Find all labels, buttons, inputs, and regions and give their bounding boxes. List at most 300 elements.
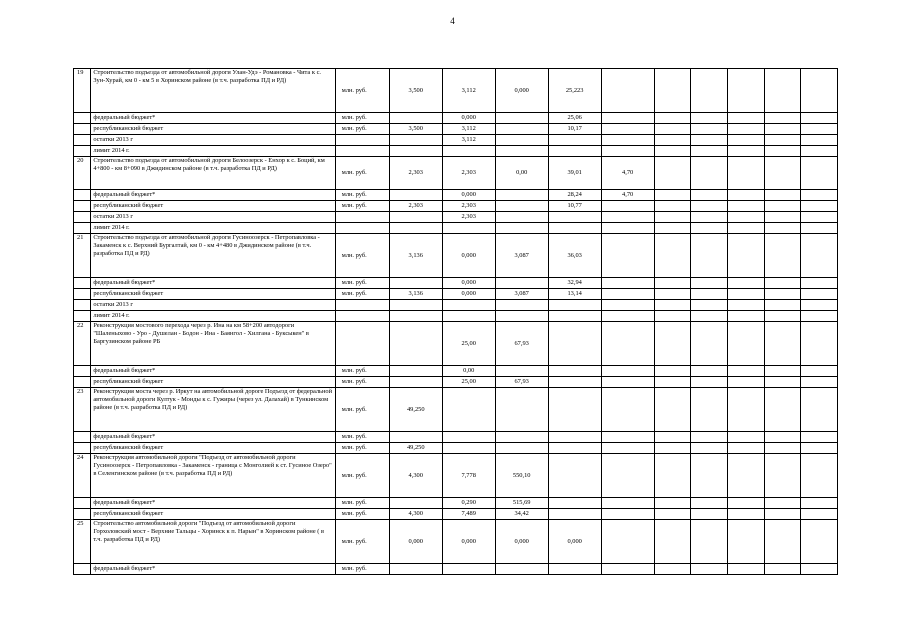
value-cell xyxy=(548,135,601,146)
value-cell xyxy=(601,201,654,212)
value-cell: 0,00 xyxy=(495,157,548,190)
value-cell xyxy=(727,223,764,234)
value-cell: 0,000 xyxy=(495,520,548,564)
value-cell xyxy=(764,135,801,146)
row-unit-cell: млн. руб. xyxy=(335,520,389,564)
value-cell xyxy=(727,212,764,223)
row-number-cell xyxy=(74,113,91,124)
value-cell xyxy=(654,564,691,575)
row-unit-cell xyxy=(335,223,389,234)
value-cell xyxy=(654,366,691,377)
value-cell xyxy=(801,377,838,388)
value-cell xyxy=(601,311,654,322)
page-number: 4 xyxy=(450,16,455,26)
value-cell: 0,000 xyxy=(548,520,601,564)
value-cell xyxy=(764,201,801,212)
value-cell xyxy=(801,146,838,157)
value-cell: 32,94 xyxy=(548,278,601,289)
value-cell: 0,000 xyxy=(442,278,495,289)
value-cell xyxy=(691,69,728,113)
row-number-cell: 24 xyxy=(74,454,91,498)
value-cell xyxy=(691,135,728,146)
value-cell xyxy=(764,278,801,289)
row-number-cell xyxy=(74,498,91,509)
budget-subrow xyxy=(74,432,838,443)
value-cell xyxy=(691,454,728,498)
value-cell: 0,000 xyxy=(442,234,495,278)
value-cell xyxy=(691,366,728,377)
value-cell xyxy=(727,234,764,278)
value-cell xyxy=(691,564,728,575)
value-cell xyxy=(764,366,801,377)
value-cell xyxy=(601,223,654,234)
value-cell xyxy=(801,212,838,223)
row-unit-cell: млн. руб. xyxy=(335,201,389,212)
budget-subrow xyxy=(74,564,838,575)
row-unit-cell xyxy=(335,311,389,322)
value-cell: 28,24 xyxy=(548,190,601,201)
value-cell xyxy=(727,278,764,289)
value-cell: 550,10 xyxy=(495,454,548,498)
row-number-cell: 20 xyxy=(74,157,91,190)
value-cell: 67,93 xyxy=(495,377,548,388)
value-cell xyxy=(495,311,548,322)
row-number-cell: 23 xyxy=(74,388,91,432)
value-cell xyxy=(654,113,691,124)
project-row xyxy=(74,388,838,432)
value-cell xyxy=(764,432,801,443)
value-cell xyxy=(654,223,691,234)
value-cell xyxy=(801,157,838,190)
value-cell xyxy=(801,234,838,278)
row-number-cell: 19 xyxy=(74,69,91,113)
value-cell xyxy=(601,432,654,443)
value-cell xyxy=(601,377,654,388)
value-cell xyxy=(654,289,691,300)
row-name-cell: федеральный бюджет* xyxy=(91,278,335,289)
value-cell: 10,17 xyxy=(548,124,601,135)
row-unit-cell: млн. руб. xyxy=(335,388,389,432)
value-cell: 0,000 xyxy=(442,190,495,201)
row-name-cell: республиканский бюджет xyxy=(91,443,335,454)
value-cell xyxy=(801,300,838,311)
value-cell: 3,112 xyxy=(442,135,495,146)
value-cell xyxy=(548,146,601,157)
row-name-cell: федеральный бюджет* xyxy=(91,366,335,377)
value-cell xyxy=(801,454,838,498)
value-cell xyxy=(691,124,728,135)
value-cell xyxy=(548,564,601,575)
value-cell xyxy=(727,311,764,322)
value-cell: 13,14 xyxy=(548,289,601,300)
value-cell xyxy=(654,157,691,190)
row-number-cell: 22 xyxy=(74,322,91,366)
budget-subrow xyxy=(74,289,838,300)
value-cell: 2,303 xyxy=(442,212,495,223)
value-cell xyxy=(727,388,764,432)
budget-subrow xyxy=(74,135,838,146)
value-cell: 67,93 xyxy=(495,322,548,366)
value-cell xyxy=(764,564,801,575)
value-cell xyxy=(389,212,442,223)
value-cell xyxy=(601,113,654,124)
value-cell: 25,00 xyxy=(442,322,495,366)
row-name-cell: лимит 2014 г. xyxy=(91,146,335,157)
row-name-cell: остатки 2013 г xyxy=(91,135,335,146)
value-cell xyxy=(691,443,728,454)
budget-subrow xyxy=(74,509,838,520)
budget-subrow xyxy=(74,212,838,223)
value-cell xyxy=(691,377,728,388)
value-cell xyxy=(495,212,548,223)
value-cell xyxy=(601,212,654,223)
project-row xyxy=(74,234,838,278)
value-cell xyxy=(601,135,654,146)
value-cell xyxy=(495,135,548,146)
value-cell xyxy=(548,454,601,498)
row-number-cell xyxy=(74,278,91,289)
value-cell xyxy=(654,322,691,366)
value-cell xyxy=(801,366,838,377)
row-unit-cell: млн. руб. xyxy=(335,366,389,377)
value-cell xyxy=(691,201,728,212)
budget-subrow xyxy=(74,190,838,201)
value-cell xyxy=(389,135,442,146)
row-number-cell: 21 xyxy=(74,234,91,278)
budget-table xyxy=(73,68,838,575)
value-cell xyxy=(764,69,801,113)
row-number-cell xyxy=(74,300,91,311)
value-cell xyxy=(601,322,654,366)
value-cell xyxy=(495,223,548,234)
value-cell xyxy=(654,377,691,388)
row-unit-cell: млн. руб. xyxy=(335,509,389,520)
value-cell xyxy=(654,146,691,157)
value-cell xyxy=(764,520,801,564)
value-cell xyxy=(727,201,764,212)
row-name-cell: республиканский бюджет xyxy=(91,289,335,300)
budget-subrow xyxy=(74,124,838,135)
value-cell xyxy=(601,443,654,454)
project-row xyxy=(74,520,838,564)
value-cell xyxy=(495,146,548,157)
value-cell xyxy=(727,520,764,564)
value-cell xyxy=(601,564,654,575)
row-number-cell xyxy=(74,377,91,388)
value-cell xyxy=(801,278,838,289)
value-cell xyxy=(801,432,838,443)
value-cell xyxy=(389,300,442,311)
budget-subrow xyxy=(74,366,838,377)
value-cell xyxy=(654,432,691,443)
value-cell xyxy=(801,223,838,234)
value-cell: 39,01 xyxy=(548,157,601,190)
value-cell xyxy=(727,498,764,509)
row-unit-cell xyxy=(335,135,389,146)
budget-subrow xyxy=(74,498,838,509)
value-cell xyxy=(801,311,838,322)
value-cell xyxy=(801,124,838,135)
value-cell: 49,250 xyxy=(389,388,442,432)
value-cell xyxy=(601,388,654,432)
row-name-cell: Строительство автомобильной дороги "Подъезд от автомобильной дороги Горхоловский мост - Верхние Тальцы - Хоринск к п. Нарын" в Хоринском районе ( в т.ч. разработка ПД и РД) xyxy=(91,520,335,564)
value-cell xyxy=(691,113,728,124)
row-unit-cell: млн. руб. xyxy=(335,190,389,201)
value-cell xyxy=(691,190,728,201)
value-cell xyxy=(495,564,548,575)
value-cell xyxy=(389,498,442,509)
value-cell xyxy=(727,443,764,454)
value-cell xyxy=(442,146,495,157)
value-cell xyxy=(764,146,801,157)
value-cell xyxy=(389,377,442,388)
value-cell xyxy=(548,509,601,520)
value-cell xyxy=(764,388,801,432)
value-cell: 3,500 xyxy=(389,124,442,135)
value-cell xyxy=(548,443,601,454)
value-cell xyxy=(601,234,654,278)
value-cell xyxy=(601,366,654,377)
value-cell xyxy=(727,113,764,124)
row-number-cell xyxy=(74,190,91,201)
budget-subrow xyxy=(74,146,838,157)
value-cell xyxy=(389,311,442,322)
budget-subrow xyxy=(74,311,838,322)
value-cell: 7,489 xyxy=(442,509,495,520)
value-cell xyxy=(495,366,548,377)
value-cell xyxy=(727,135,764,146)
row-unit-cell: млн. руб. xyxy=(335,432,389,443)
value-cell xyxy=(691,322,728,366)
value-cell: 4,300 xyxy=(389,454,442,498)
value-cell xyxy=(727,322,764,366)
value-cell: 7,778 xyxy=(442,454,495,498)
value-cell xyxy=(654,234,691,278)
value-cell xyxy=(654,300,691,311)
value-cell xyxy=(691,278,728,289)
value-cell: 3,087 xyxy=(495,289,548,300)
project-row xyxy=(74,69,838,113)
value-cell xyxy=(727,432,764,443)
value-cell xyxy=(654,201,691,212)
value-cell xyxy=(691,498,728,509)
value-cell xyxy=(727,289,764,300)
value-cell xyxy=(764,498,801,509)
value-cell xyxy=(495,124,548,135)
value-cell xyxy=(691,212,728,223)
value-cell xyxy=(801,388,838,432)
value-cell: 2,303 xyxy=(442,201,495,212)
value-cell xyxy=(654,212,691,223)
budget-subrow xyxy=(74,201,838,212)
row-unit-cell: млн. руб. xyxy=(335,157,389,190)
value-cell xyxy=(764,454,801,498)
value-cell xyxy=(801,322,838,366)
value-cell xyxy=(548,212,601,223)
value-cell xyxy=(801,135,838,146)
value-cell xyxy=(389,190,442,201)
row-name-cell: республиканский бюджет xyxy=(91,201,335,212)
row-name-cell: республиканский бюджет xyxy=(91,124,335,135)
value-cell xyxy=(601,69,654,113)
value-cell xyxy=(654,443,691,454)
budget-subrow xyxy=(74,377,838,388)
row-number-cell xyxy=(74,311,91,322)
value-cell xyxy=(389,322,442,366)
row-unit-cell: млн. руб. xyxy=(335,289,389,300)
value-cell xyxy=(691,300,728,311)
value-cell xyxy=(389,366,442,377)
value-cell: 34,42 xyxy=(495,509,548,520)
value-cell xyxy=(548,311,601,322)
value-cell xyxy=(548,366,601,377)
row-unit-cell: млн. руб. xyxy=(335,498,389,509)
budget-subrow xyxy=(74,223,838,234)
row-name-cell: Строительство подъезда от автомобильной дороги Белоозерск - Енхор к с. Боций, км 4+800 - км 8+090 в Джидинском районе (в т.ч. разработка ПД и РД) xyxy=(91,157,335,190)
value-cell xyxy=(691,311,728,322)
project-row xyxy=(74,454,838,498)
row-unit-cell xyxy=(335,300,389,311)
value-cell xyxy=(727,146,764,157)
value-cell: 3,136 xyxy=(389,234,442,278)
value-cell xyxy=(389,146,442,157)
row-name-cell: федеральный бюджет* xyxy=(91,190,335,201)
value-cell xyxy=(495,443,548,454)
row-unit-cell xyxy=(335,322,389,366)
value-cell: 3,112 xyxy=(442,69,495,113)
value-cell xyxy=(654,69,691,113)
value-cell: 25,00 xyxy=(442,377,495,388)
value-cell xyxy=(548,377,601,388)
row-unit-cell xyxy=(335,146,389,157)
value-cell xyxy=(727,564,764,575)
row-name-cell: остатки 2013 г xyxy=(91,212,335,223)
value-cell xyxy=(764,311,801,322)
value-cell xyxy=(495,190,548,201)
project-row xyxy=(74,157,838,190)
value-cell xyxy=(601,454,654,498)
row-name-cell: федеральный бюджет* xyxy=(91,564,335,575)
value-cell xyxy=(801,69,838,113)
value-cell xyxy=(601,509,654,520)
value-cell xyxy=(495,388,548,432)
row-name-cell: федеральный бюджет* xyxy=(91,113,335,124)
value-cell: 0,290 xyxy=(442,498,495,509)
value-cell xyxy=(691,223,728,234)
value-cell: 4,70 xyxy=(601,190,654,201)
row-number-cell xyxy=(74,366,91,377)
value-cell xyxy=(442,432,495,443)
project-row xyxy=(74,322,838,366)
row-name-cell: остатки 2013 г xyxy=(91,300,335,311)
value-cell xyxy=(801,564,838,575)
value-cell xyxy=(727,190,764,201)
value-cell: 2,303 xyxy=(389,201,442,212)
row-unit-cell: млн. руб. xyxy=(335,124,389,135)
value-cell: 4,70 xyxy=(601,157,654,190)
value-cell xyxy=(691,520,728,564)
value-cell xyxy=(727,377,764,388)
row-name-cell: Реконструкция автомобильной дороги "Подъезд от автомобильной дороги Гусиноозерск - Петропавловка - Закаменск - граница с Монголией к ст. Гусиное Озеро" в Селенгинском районе (в т.ч. разработка ПД и РД) xyxy=(91,454,335,498)
value-cell xyxy=(495,201,548,212)
value-cell xyxy=(764,190,801,201)
value-cell xyxy=(764,322,801,366)
value-cell xyxy=(727,509,764,520)
value-cell xyxy=(727,157,764,190)
value-cell xyxy=(548,432,601,443)
value-cell xyxy=(495,278,548,289)
value-cell xyxy=(764,509,801,520)
value-cell xyxy=(601,498,654,509)
value-cell xyxy=(691,146,728,157)
value-cell: 0,000 xyxy=(495,69,548,113)
value-cell xyxy=(442,311,495,322)
value-cell xyxy=(727,300,764,311)
value-cell xyxy=(548,322,601,366)
value-cell xyxy=(654,520,691,564)
table-body xyxy=(74,69,838,575)
value-cell: 0,000 xyxy=(442,113,495,124)
row-name-cell: Реконструкция мостового перехода через р. Ина на км 58+200 автодороги "Шаленыхово - Уро - Душелан - Бодон - Ина - Баянгол - Хилгана - Буксыкен" в Баргузинском районе РБ xyxy=(91,322,335,366)
row-unit-cell: млн. руб. xyxy=(335,564,389,575)
value-cell xyxy=(654,498,691,509)
row-name-cell: Реконструкция моста через р. Иркут на автомобильной дороге Подъезд от федеральной автомобильной дороги Култук - Монды к с. Гужиры (через ул. Далахай) в Тункинском районе (в т.ч. разработка ПД и РД) xyxy=(91,388,335,432)
value-cell xyxy=(495,432,548,443)
value-cell xyxy=(654,124,691,135)
row-number-cell: 25 xyxy=(74,520,91,564)
value-cell: 36,03 xyxy=(548,234,601,278)
value-cell xyxy=(654,509,691,520)
row-number-cell xyxy=(74,201,91,212)
budget-subrow xyxy=(74,443,838,454)
value-cell xyxy=(801,113,838,124)
row-unit-cell: млн. руб. xyxy=(335,377,389,388)
value-cell: 0,000 xyxy=(442,289,495,300)
value-cell xyxy=(764,212,801,223)
value-cell xyxy=(389,113,442,124)
value-cell xyxy=(548,223,601,234)
value-cell: 2,303 xyxy=(442,157,495,190)
value-cell xyxy=(801,289,838,300)
value-cell: 3,087 xyxy=(495,234,548,278)
value-cell xyxy=(764,157,801,190)
value-cell: 3,500 xyxy=(389,69,442,113)
row-number-cell xyxy=(74,124,91,135)
value-cell xyxy=(442,443,495,454)
value-cell xyxy=(764,289,801,300)
row-name-cell: республиканский бюджет xyxy=(91,509,335,520)
value-cell xyxy=(442,223,495,234)
row-name-cell: Строительство подъезда от автомобильной дороги Улан-Удэ - Романовка - Чита к с. Зун-Хурай, км 0 - км 5 в Хоринском районе (в т.ч. разработка ПД и РД) xyxy=(91,69,335,113)
value-cell xyxy=(601,124,654,135)
budget-subrow xyxy=(74,300,838,311)
value-cell xyxy=(764,443,801,454)
row-unit-cell: млн. руб. xyxy=(335,278,389,289)
value-cell xyxy=(654,311,691,322)
value-cell xyxy=(764,300,801,311)
value-cell xyxy=(691,432,728,443)
value-cell: 3,112 xyxy=(442,124,495,135)
row-unit-cell: млн. руб. xyxy=(335,113,389,124)
value-cell xyxy=(801,443,838,454)
value-cell: 25,223 xyxy=(548,69,601,113)
value-cell xyxy=(654,135,691,146)
value-cell xyxy=(691,157,728,190)
value-cell xyxy=(654,454,691,498)
value-cell xyxy=(801,509,838,520)
value-cell xyxy=(801,498,838,509)
value-cell xyxy=(548,300,601,311)
